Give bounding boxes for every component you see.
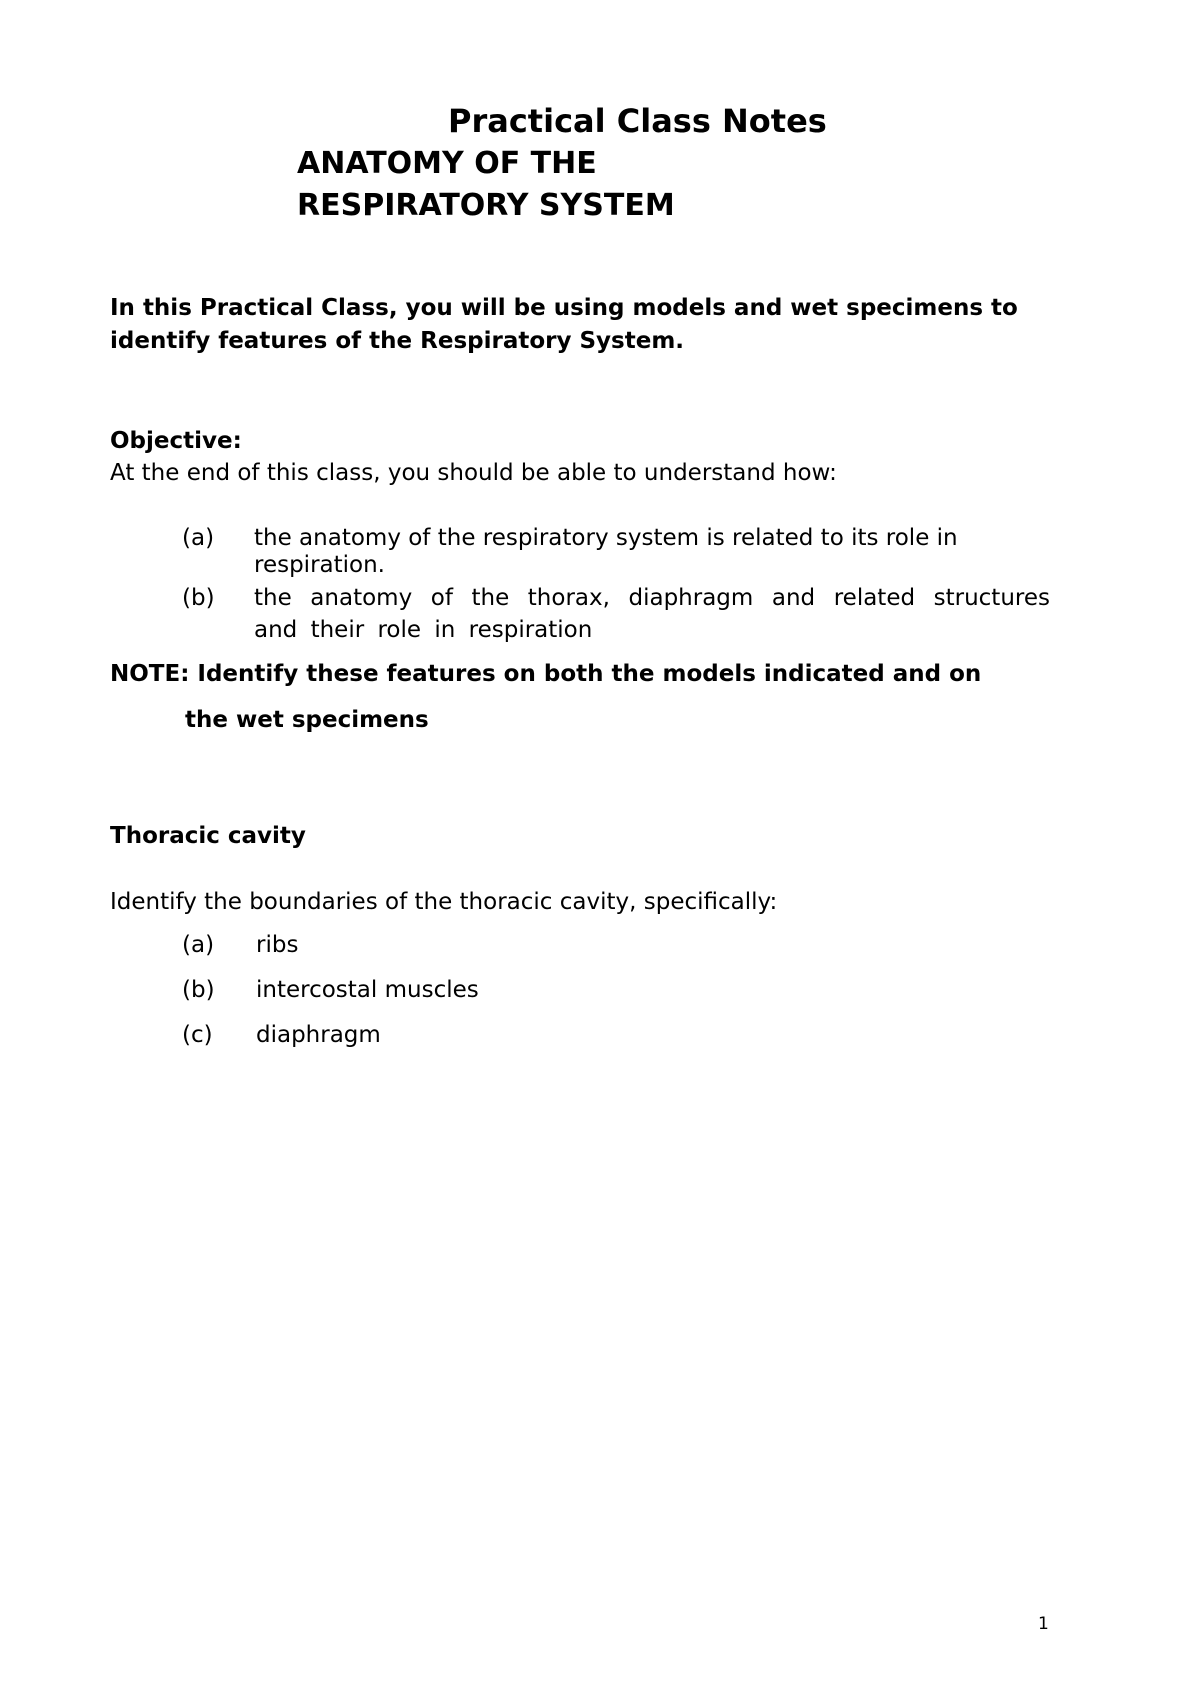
thoracic-cavity-heading: Thoracic cavity bbox=[110, 823, 306, 849]
thoracic-item-ribs: ribs bbox=[256, 932, 299, 958]
thoracic-cavity-lead: Identify the boundaries of the thoracic cavity, specifically: bbox=[110, 889, 778, 915]
objective-item-a-line-1: the anatomy of the respiratory system is related to its role in bbox=[254, 525, 958, 551]
thoracic-item-intercostal-muscles: intercostal muscles bbox=[256, 977, 479, 1003]
note-line-1: NOTE: Identify these features on both the models indicated and on bbox=[110, 661, 982, 687]
intro-line-2: identify features of the Respiratory System. bbox=[110, 328, 685, 354]
intro-line-1: In this Practical Class, you will be using models and wet specimens to bbox=[110, 295, 1018, 321]
page-subtitle-line-2: RESPIRATORY SYSTEM bbox=[297, 188, 675, 223]
page-subtitle-line-1: ANATOMY OF THE bbox=[297, 146, 597, 181]
thoracic-item-marker: (b) bbox=[182, 977, 215, 1003]
page-title: Practical Class Notes bbox=[448, 102, 827, 140]
objective-heading: Objective: bbox=[110, 428, 242, 454]
objective-item-b-line-1: the anatomy of the thorax, diaphragm and related structures bbox=[254, 585, 1050, 611]
objective-item-a-line-2: respiration. bbox=[254, 552, 385, 578]
objective-item-b-line-2: and their role in respiration bbox=[254, 617, 593, 643]
note-line-2: the wet specimens bbox=[185, 707, 429, 733]
objective-item-marker: (a) bbox=[182, 525, 215, 551]
thoracic-item-marker: (a) bbox=[182, 932, 215, 958]
page-number: 1 bbox=[1038, 1614, 1049, 1634]
objective-item-marker: (b) bbox=[182, 585, 215, 611]
objective-lead: At the end of this class, you should be able to understand how: bbox=[110, 460, 837, 486]
thoracic-item-marker: (c) bbox=[182, 1022, 213, 1048]
thoracic-item-diaphragm: diaphragm bbox=[256, 1022, 381, 1048]
